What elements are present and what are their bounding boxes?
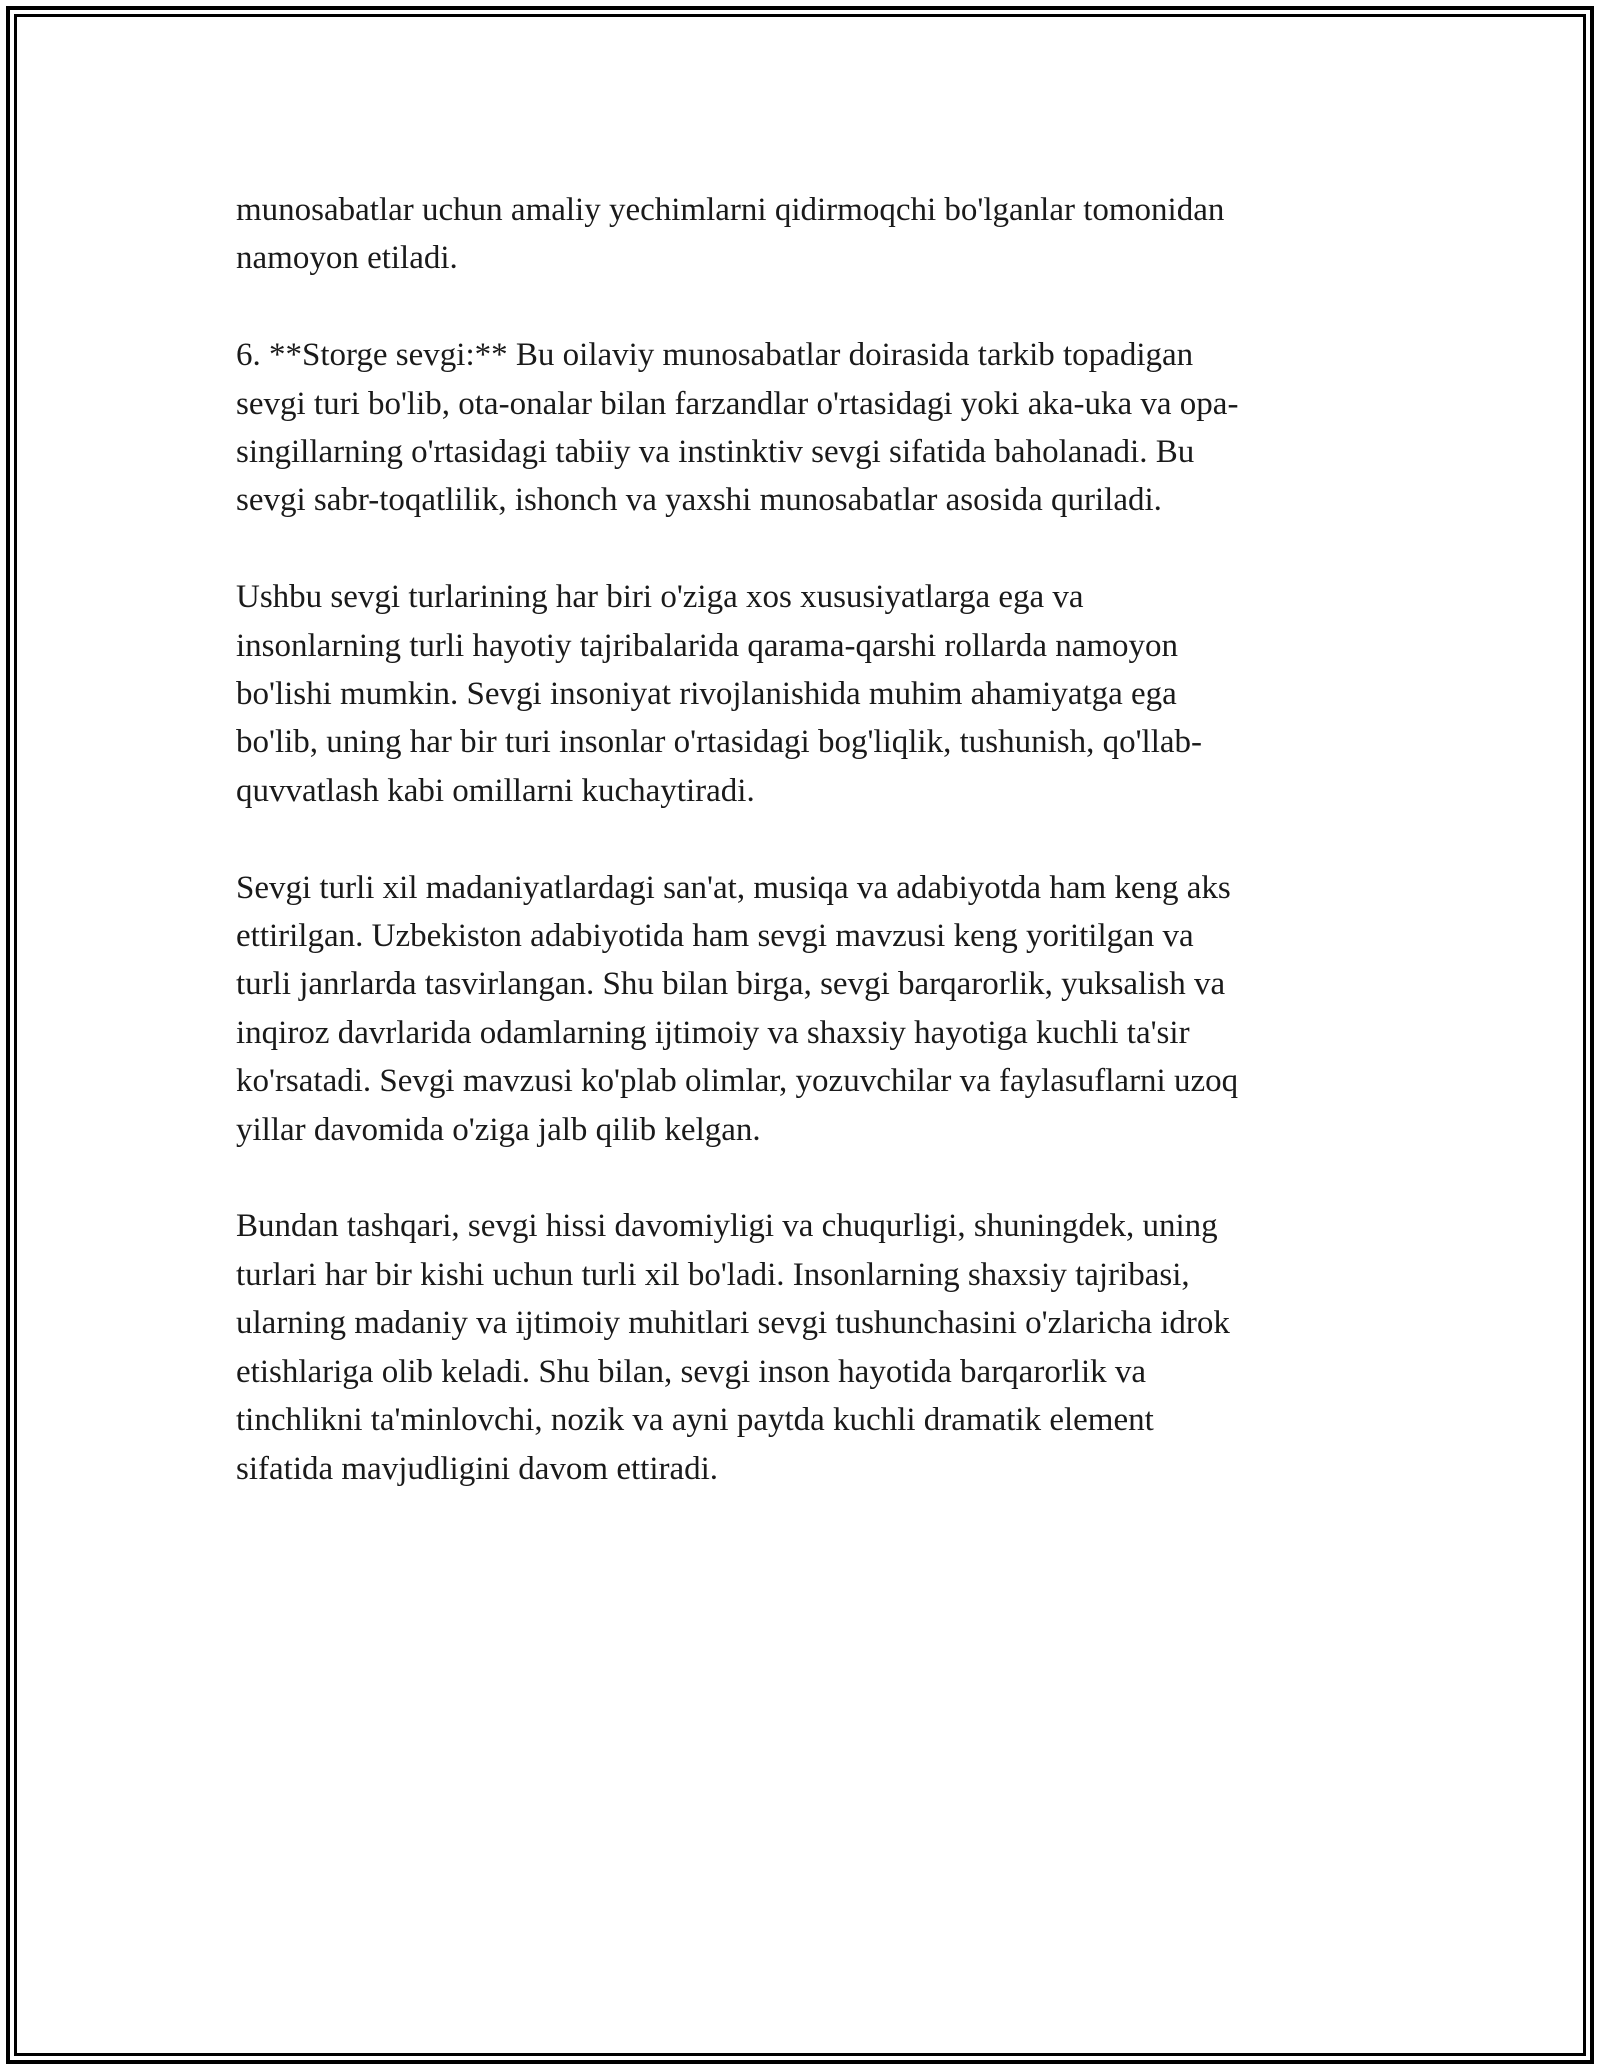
paragraph-continuation: munosabatlar uchun amaliy yechimlarni qidirmoqchi bo'lganlar tomonidan namoyon etiladi. bbox=[236, 192, 1225, 277]
paragraph-sevgi-turlari: Ushbu sevgi turlarining har biri o'ziga xos xususiyatlarga ega va insonlarning turli hayotiy tajribalarida qarama-qarshi rollarda namoyon bo'lishi mumkin. Sevgi insoniyat rivojlanishida muhim ahamiyatga ega bo'lib, uning har bir turi insonlar o'rtasidagi bog'liqlik, tushunish, qo'llab- quvvatlash kabi omillarni kuchaytiradi. bbox=[236, 579, 1203, 809]
document-body bbox=[236, 186, 1376, 1541]
paragraph-storge-sevgi: 6. **Storge sevgi:** Bu oilaviy munosabatlar doirasida tarkib topadigan sevgi turi bo'lib, ota-onalar bilan farzandlar o'rtasidagi yoki aka-uka va opa- singillarning o'rtasidagi tabiiy va instinktiv sevgi sifatida baholanadi. Bu sevgi sabr-toqatlilik, ishonch va yaxshi munosabatlar asosida quriladi. bbox=[236, 337, 1239, 519]
paragraph-madaniyat: Sevgi turli xil madaniyatlardagi san'at, musiqa va adabiyotda ham keng aks ettirilgan. Uzbekiston adabiyotida ham sevgi mavzusi keng yoritilgan va turli janrlarda tasvirlangan. Shu bilan birga, sevgi barqarorlik, yuksalish va inqiroz davrlarida odamlarning ijtimoiy va shaxsiy hayotiga kuchli ta'sir ko'rsatadi. Sevgi mavzusi ko'plab olimlar, yozuvchilar va faylasuflarni uzoq yillar davomida o'ziga jalb qilib kelgan. bbox=[236, 869, 1239, 1148]
paragraph-xulosa: Bundan tashqari, sevgi hissi davomiyligi va chuqurligi, shuningdek, uning turlari har bir kishi uchun turli xil bo'ladi. Insonlarning shaxsiy tajribasi, ularning madaniy va ijtimoiy muhitlari sevgi tushunchasini o'zlaricha idrok etishlariga olib keladi. Shu bilan, sevgi inson hayotida barqarorlik va tinchlikni ta'minlovchi, nozik va ayni paytda kuchli dramatik element sifatida mavjudligini davom ettiradi. bbox=[236, 1208, 1230, 1487]
